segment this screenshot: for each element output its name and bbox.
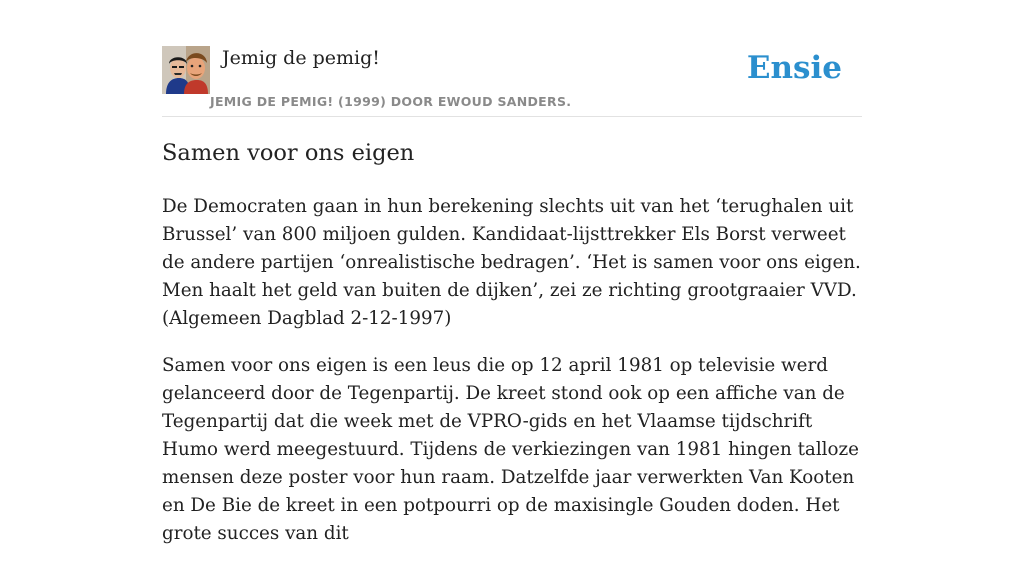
article-paragraph: De Democraten gaan in hun berekening slechts uit van het ‘terughalen uit Brussel’ van 800 miljoen gulden. Kandidaat-lijsttrekker Els Borst verweet de andere partijen ‘onrealistische bedragen’. ‘Het is samen voor ons eigen. Men haalt het geld van buiten de dijken’, zei ze richting grootgraaier VVD. (Algemeen Dagblad 2-12-1997) [162, 196, 861, 329]
article-title: Samen voor ons eigen [162, 140, 415, 166]
book-cover-avatar[interactable] [162, 46, 210, 94]
book-header [162, 46, 862, 117]
article-paragraph: Samen voor ons eigen is een leus die op 12 april 1981 op televisie werd gelanceerd door de Tegenpartij. De kreet stond ook op een affiche van de Tegenpartij dat die week met de VPRO-gids en het Vlaamse tijdschrift Humo werd meegestuurd. Tijdens de verkiezingen van 1981 hingen talloze mensen deze poster voor hun raam. Datzelfde jaar verwerkten Van Kooten en De Bie de kreet in een potpourri op de maxisingle Gouden doden. Het grote succes van dit [162, 355, 859, 544]
ensie-logo[interactable]: Ensie [746, 50, 842, 86]
book-title[interactable]: Jemig de pemig! [222, 47, 380, 69]
article-content [162, 193, 862, 567]
book-subtitle[interactable]: JEMIG DE PEMIG! (1999) DOOR EWOUD SANDERS. [210, 94, 572, 109]
book-cover-avatar-icon [162, 46, 210, 94]
